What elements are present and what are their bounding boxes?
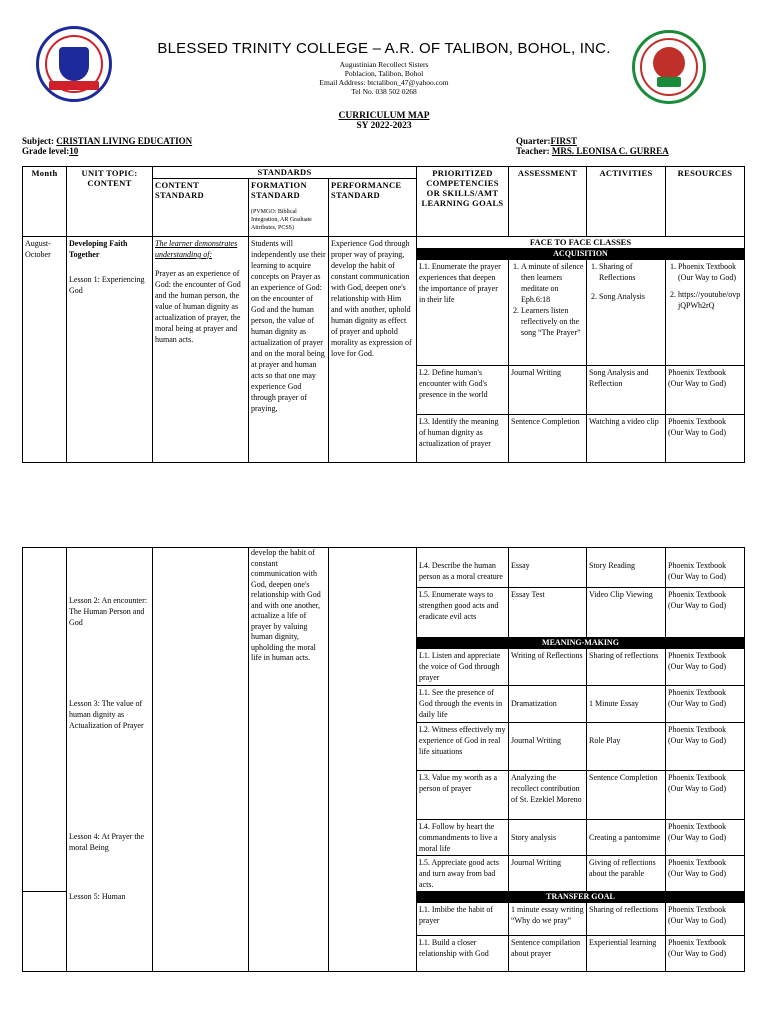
quarter-line: [516, 136, 577, 146]
assessment-item: 1. A minute of silence then learners meditate on Eph.6:18: [521, 261, 584, 305]
activities-cell: Giving of reflections about the parable: [587, 856, 666, 892]
assessment-cell: Story analysis: [509, 820, 587, 856]
lesson-2-label: Lesson 2: An encounter: The Human Person and God: [69, 596, 147, 627]
header-month: Month: [23, 167, 67, 237]
resources-cell: Phoenix Textbook (Our Way to God): [666, 649, 745, 686]
header-formation-standard-cell: [249, 179, 329, 237]
assessment-cell: 1 minute essay writing “Why do we pray”: [509, 903, 587, 936]
assessment-cell: Journal Writing: [509, 366, 587, 415]
activities-cell: Sharing of reflections: [587, 649, 666, 686]
assessment-cell: Essay Test: [509, 588, 587, 638]
month-cell: [23, 548, 67, 892]
teacher-label: Teacher:: [516, 146, 550, 156]
grade-line: [22, 146, 78, 156]
resources-cell: Phoenix Textbook (Our Way to God): [666, 856, 745, 892]
resources-cell: Phoenix Textbook (Our Way to God): [666, 820, 745, 856]
quarter-label: Quarter:: [516, 136, 551, 146]
document-title: CURRICULUM MAP: [338, 111, 430, 121]
month-cell: August-October: [23, 237, 67, 463]
activities-cell: Song Analysis and Reflection: [587, 366, 666, 415]
competency-cell: L5. Appreciate good acts and turn away from bad acts.: [417, 856, 509, 892]
resources-cell: Phoenix Textbook (Our Way to God): [666, 588, 745, 638]
activities-cell: [587, 260, 666, 366]
competency-cell: L2. Define human's encounter with God's presence in the world: [417, 366, 509, 415]
header-assessment: ASSESSMENT: [509, 167, 587, 237]
assessment-item: 2. Learners listen reflectively on the song “The Prayer”: [521, 305, 584, 338]
activities-cell: Role Play: [587, 723, 666, 771]
lesson-5-label: Lesson 5: Human: [69, 892, 126, 901]
competency-cell: L2. Witness effectively my experience of God in real life situations: [417, 723, 509, 771]
resource-item: 1. Phoenix Textbook (Our Way to God): [678, 261, 742, 283]
resource-link[interactable]: 2. https://youtube/ovpjQPWh2rQ: [678, 289, 742, 311]
activities-cell: Sharing of reflections: [587, 903, 666, 936]
subject-label: Subject:: [22, 136, 54, 146]
face-to-face-banner: FACE TO FACE CLASSES: [417, 237, 745, 249]
month-cell: [23, 892, 67, 972]
lesson-4-label: Lesson 4: At Prayer the moral Being: [69, 832, 145, 852]
header-standards: STANDARDS: [153, 167, 417, 179]
address-line: Poblacion, Talibon, Bohol: [344, 69, 424, 78]
resources-cell: Phoenix Textbook (Our Way to God): [666, 723, 745, 771]
competency-cell: L4. Follow by heart the commandments to live a moral life: [417, 820, 509, 856]
activities-cell: Watching a video clip: [587, 415, 666, 463]
resources-cell: Phoenix Textbook (Our Way to God): [666, 415, 745, 463]
assessment-cell: Analyzing the recollect contribution of St. Ezekiel Moreno: [509, 771, 587, 820]
performance-standard-cell: [329, 548, 417, 972]
activities-cell: Sentence Completion: [587, 771, 666, 820]
address-line: Email Address: btctalibon_47@yahoo.com: [319, 78, 449, 87]
assessment-cell: Essay: [509, 548, 587, 588]
assessment-cell: [509, 260, 587, 366]
unit-cell: [67, 237, 153, 463]
competency-cell: L1. See the presence of God through the events in daily life: [417, 686, 509, 723]
lesson-1-label: Lesson 1: Experiencing God: [69, 275, 145, 295]
address-line: Augustinian Recollect Sisters: [339, 60, 429, 69]
competency-cell: L5. Enumerate ways to strengthen good acts and eradicate evil acts: [417, 588, 509, 638]
assessment-cell: Dramatization: [509, 686, 587, 723]
content-standard-cell: [153, 548, 249, 972]
teacher-line: [516, 146, 669, 156]
content-standard-cell: [153, 237, 249, 463]
meaning-making-banner: MEANING-MAKING: [417, 638, 745, 649]
address-line: Tel No. 038 502 0268: [351, 87, 417, 96]
competency-cell: L3. Value my worth as a person of prayer: [417, 771, 509, 820]
resources-cell: Phoenix Textbook (Our Way to God): [666, 366, 745, 415]
formation-standard-cell: Students will independently use their learning to acquire concepts on Prayer as an experience of God: on the encounter of God and the human person, the value of human dignity as actualization of prayer and on the moral being at prayer and human acts so that one may experience God through prayer of praying,: [249, 237, 329, 463]
quarter-value: FIRST: [550, 136, 577, 146]
content-intro: The learner demonstrates understanding of:: [155, 239, 238, 259]
resources-cell: Phoenix Textbook (Our Way to God): [666, 771, 745, 820]
competency-cell: L1. Enumerate the prayer experiences that deepen the importance of prayer in their life: [417, 260, 509, 366]
unit-title: Developing Faith Together: [69, 239, 128, 259]
header-unit-topic: UNIT TOPIC: CONTENT: [67, 167, 153, 237]
unit-cell: [67, 548, 153, 972]
transfer-goal-banner: TRANSFER GOAL: [417, 892, 745, 903]
assessment-cell: Sentence Completion: [509, 415, 587, 463]
formation-standard-cell: develop the habit of constant communication with God, deepen one's relationship with God and with one another, actualize a life of prayer by valuing human dignity, upholding the moral life in human acts.: [249, 548, 329, 972]
college-name: BLESSED TRINITY COLLEGE – A.R. OF TALIBON, BOHOL, INC.: [157, 40, 611, 57]
curriculum-table-page2: [22, 547, 745, 972]
competency-cell: L1. Build a closer relationship with God: [417, 936, 509, 972]
header-performance-standard: PERFORMANCE STANDARD: [329, 179, 417, 237]
lesson-3-label: Lesson 3: The value of human dignity as Actualization of Prayer: [69, 699, 144, 730]
assessment-cell: Journal Writing: [509, 723, 587, 771]
subject-value: CRISTIAN LIVING EDUCATION: [56, 136, 193, 146]
competency-cell: L1. Listen and appreciate the voice of God through prayer: [417, 649, 509, 686]
performance-standard-cell: Experience God through proper way of praying, develop the habit of constant communication with God, deepen one's relationship with Him and with another, uphold human dignity as effect of prayer and uphold morality as expression of love for God.: [329, 237, 417, 463]
header-resources: RESOURCES: [666, 167, 745, 237]
resources-cell: Phoenix Textbook (Our Way to God): [666, 936, 745, 972]
resources-cell: Phoenix Textbook (Our Way to God): [666, 548, 745, 588]
resources-cell: Phoenix Textbook (Our Way to God): [666, 686, 745, 723]
content-body: Prayer as an experience of God: the encounter of God and the human person, the value of human dignity as actualization of prayer, the moral being at prayer and human acts.: [155, 269, 241, 344]
competency-cell: L3. Identify the meaning of human dignity as actualization of prayer: [417, 415, 509, 463]
resources-cell: [666, 260, 745, 366]
activity-item: 1. Sharing of Reflections: [599, 261, 663, 283]
activities-cell: Video Clip Viewing: [587, 588, 666, 638]
competency-cell: L1. Imbibe the habit of prayer: [417, 903, 509, 936]
curriculum-table-page1: [22, 166, 745, 463]
activities-cell: Creating a pantomime: [587, 820, 666, 856]
grade-label: Grade level:: [22, 146, 70, 156]
activity-item: 2. Song Analysis: [599, 291, 663, 302]
activities-cell: 1 Minute Essay: [587, 686, 666, 723]
acquisition-banner: ACQUISITION: [417, 249, 745, 260]
activities-cell: Experiential learning: [587, 936, 666, 972]
subject-line: [22, 136, 192, 146]
grade-value: 10: [69, 146, 79, 156]
assessment-cell: Sentence compilation about prayer: [509, 936, 587, 972]
teacher-value: MRS. LEONISA C. GURREA: [551, 146, 669, 156]
header-competencies: PRIORITIZED COMPETENCIES OR SKILLS/AMT LEARNING GOALS: [417, 167, 509, 237]
header-content-standard: CONTENT STANDARD: [153, 179, 249, 237]
school-year: SY 2022-2023: [356, 121, 412, 131]
assessment-cell: Writing of Reflections: [509, 649, 587, 686]
header-activities: ACTIVITIES: [587, 167, 666, 237]
activities-cell: Story Reading: [587, 548, 666, 588]
header-formation-standard: FORMATION STANDARD: [251, 180, 307, 200]
resources-cell: Phoenix Textbook (Our Way to God): [666, 903, 745, 936]
formation-note: (PVMGO: Biblical Integration, AR Graduate Attributes, PCSS): [251, 209, 312, 231]
assessment-cell: Journal Writing: [509, 856, 587, 892]
competency-cell: L4. Describe the human person as a moral creature: [417, 548, 509, 588]
